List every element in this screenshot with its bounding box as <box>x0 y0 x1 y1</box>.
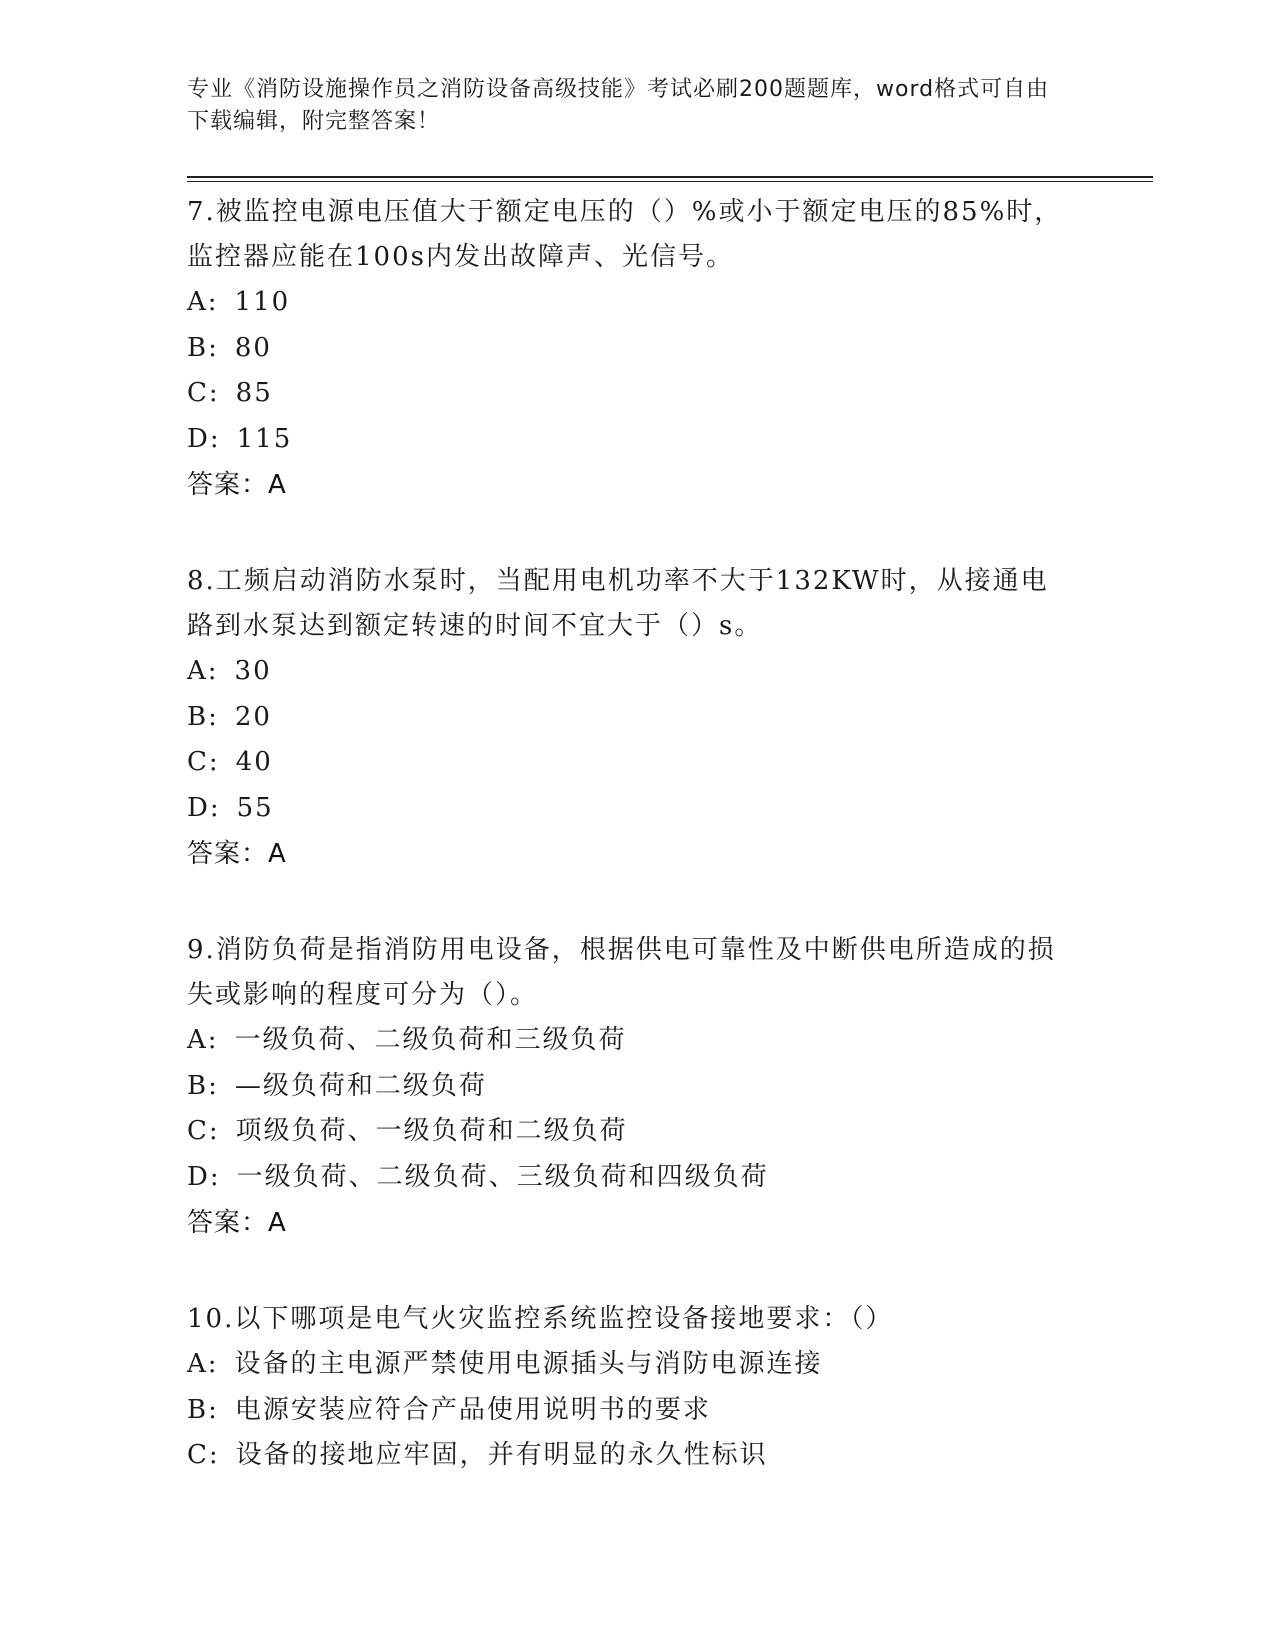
option-value: 20 <box>234 701 272 732</box>
option-value: 80 <box>234 332 272 363</box>
option-value: 设备的主电源严禁使用电源插头与消防电源连接 <box>234 1349 823 1379</box>
answer-line: 答案：A <box>187 1208 287 1238</box>
option-b <box>187 1064 1067 1110</box>
option-a <box>187 280 1067 326</box>
option-d <box>187 1155 1067 1201</box>
question-text: 8.工频启动消防水泵时，当配用电机功率不大于132KW时，从接通电路到水泵达到额定转速的时间不宜大于（）s。 <box>187 566 1049 641</box>
option-value: 一级负荷、二级负荷和三级负荷 <box>234 1025 627 1055</box>
option-key: B: <box>187 1394 219 1425</box>
option-c <box>187 1109 1067 1155</box>
option-key: D: <box>187 1161 221 1192</box>
question-list <box>187 190 1067 1530</box>
option-key: C: <box>187 378 220 408</box>
option-value: 项级负荷、一级负荷和二级负荷 <box>235 1116 628 1146</box>
option-b <box>187 1388 1067 1434</box>
option-key: B: <box>187 332 219 363</box>
option-c <box>187 740 1067 786</box>
option-b <box>187 695 1067 741</box>
option-value: 40 <box>235 747 273 777</box>
question-item <box>187 559 1067 877</box>
option-key: B: <box>187 1070 219 1101</box>
header-divider-thin <box>187 181 1153 182</box>
option-value: 设备的接地应牢固，并有明显的永久性标识 <box>235 1440 768 1470</box>
question-item <box>187 928 1067 1246</box>
document-header: 专业《消防设施操作员之消防设备高级技能》考试必刷200题题库，word格式可自由下载编辑，附完整答案！ <box>187 77 1050 134</box>
option-key: A: <box>187 656 219 686</box>
question-item <box>187 190 1067 508</box>
question-text: 10.以下哪项是电气火灾监控系统监控设备接地要求：（） <box>187 1304 894 1334</box>
option-value: 85 <box>235 378 273 408</box>
option-key: C: <box>187 1116 220 1146</box>
option-key: A: <box>187 287 219 317</box>
option-value: 110 <box>234 287 291 317</box>
option-key: C: <box>187 1440 220 1470</box>
header-divider-thick <box>187 176 1153 178</box>
option-b <box>187 326 1067 372</box>
option-value: 115 <box>236 423 293 454</box>
option-key: A: <box>187 1025 219 1055</box>
option-value: 电源安装应符合产品使用说明书的要求 <box>234 1394 711 1425</box>
option-a <box>187 1018 1067 1064</box>
question-text: 7.被监控电源电压值大于额定电压的（）%或小于额定电压的85%时，监控器应能在100s内发出故障声、光信号。 <box>187 197 1063 272</box>
option-key: D: <box>187 792 221 823</box>
option-value: —级负荷和二级负荷 <box>234 1070 487 1101</box>
option-key: B: <box>187 701 219 732</box>
option-a <box>187 1342 1067 1388</box>
option-value: 一级负荷、二级负荷、三级负荷和四级负荷 <box>236 1161 769 1192</box>
option-key: A: <box>187 1349 219 1379</box>
option-c <box>187 371 1067 417</box>
question-text: 9.消防负荷是指消防用电设备，根据供电可靠性及中断供电所造成的损失或影响的程度可分为（）。 <box>187 935 1056 1010</box>
question-item <box>187 1297 1067 1479</box>
option-value: 30 <box>234 656 272 686</box>
option-value: 55 <box>236 792 274 823</box>
option-key: D: <box>187 423 221 454</box>
answer-line: 答案：A <box>187 839 287 869</box>
answer-line: 答案：A <box>187 470 287 500</box>
option-d <box>187 786 1067 832</box>
option-a <box>187 649 1067 695</box>
option-c <box>187 1433 1067 1479</box>
option-d <box>187 417 1067 463</box>
option-key: C: <box>187 747 220 777</box>
